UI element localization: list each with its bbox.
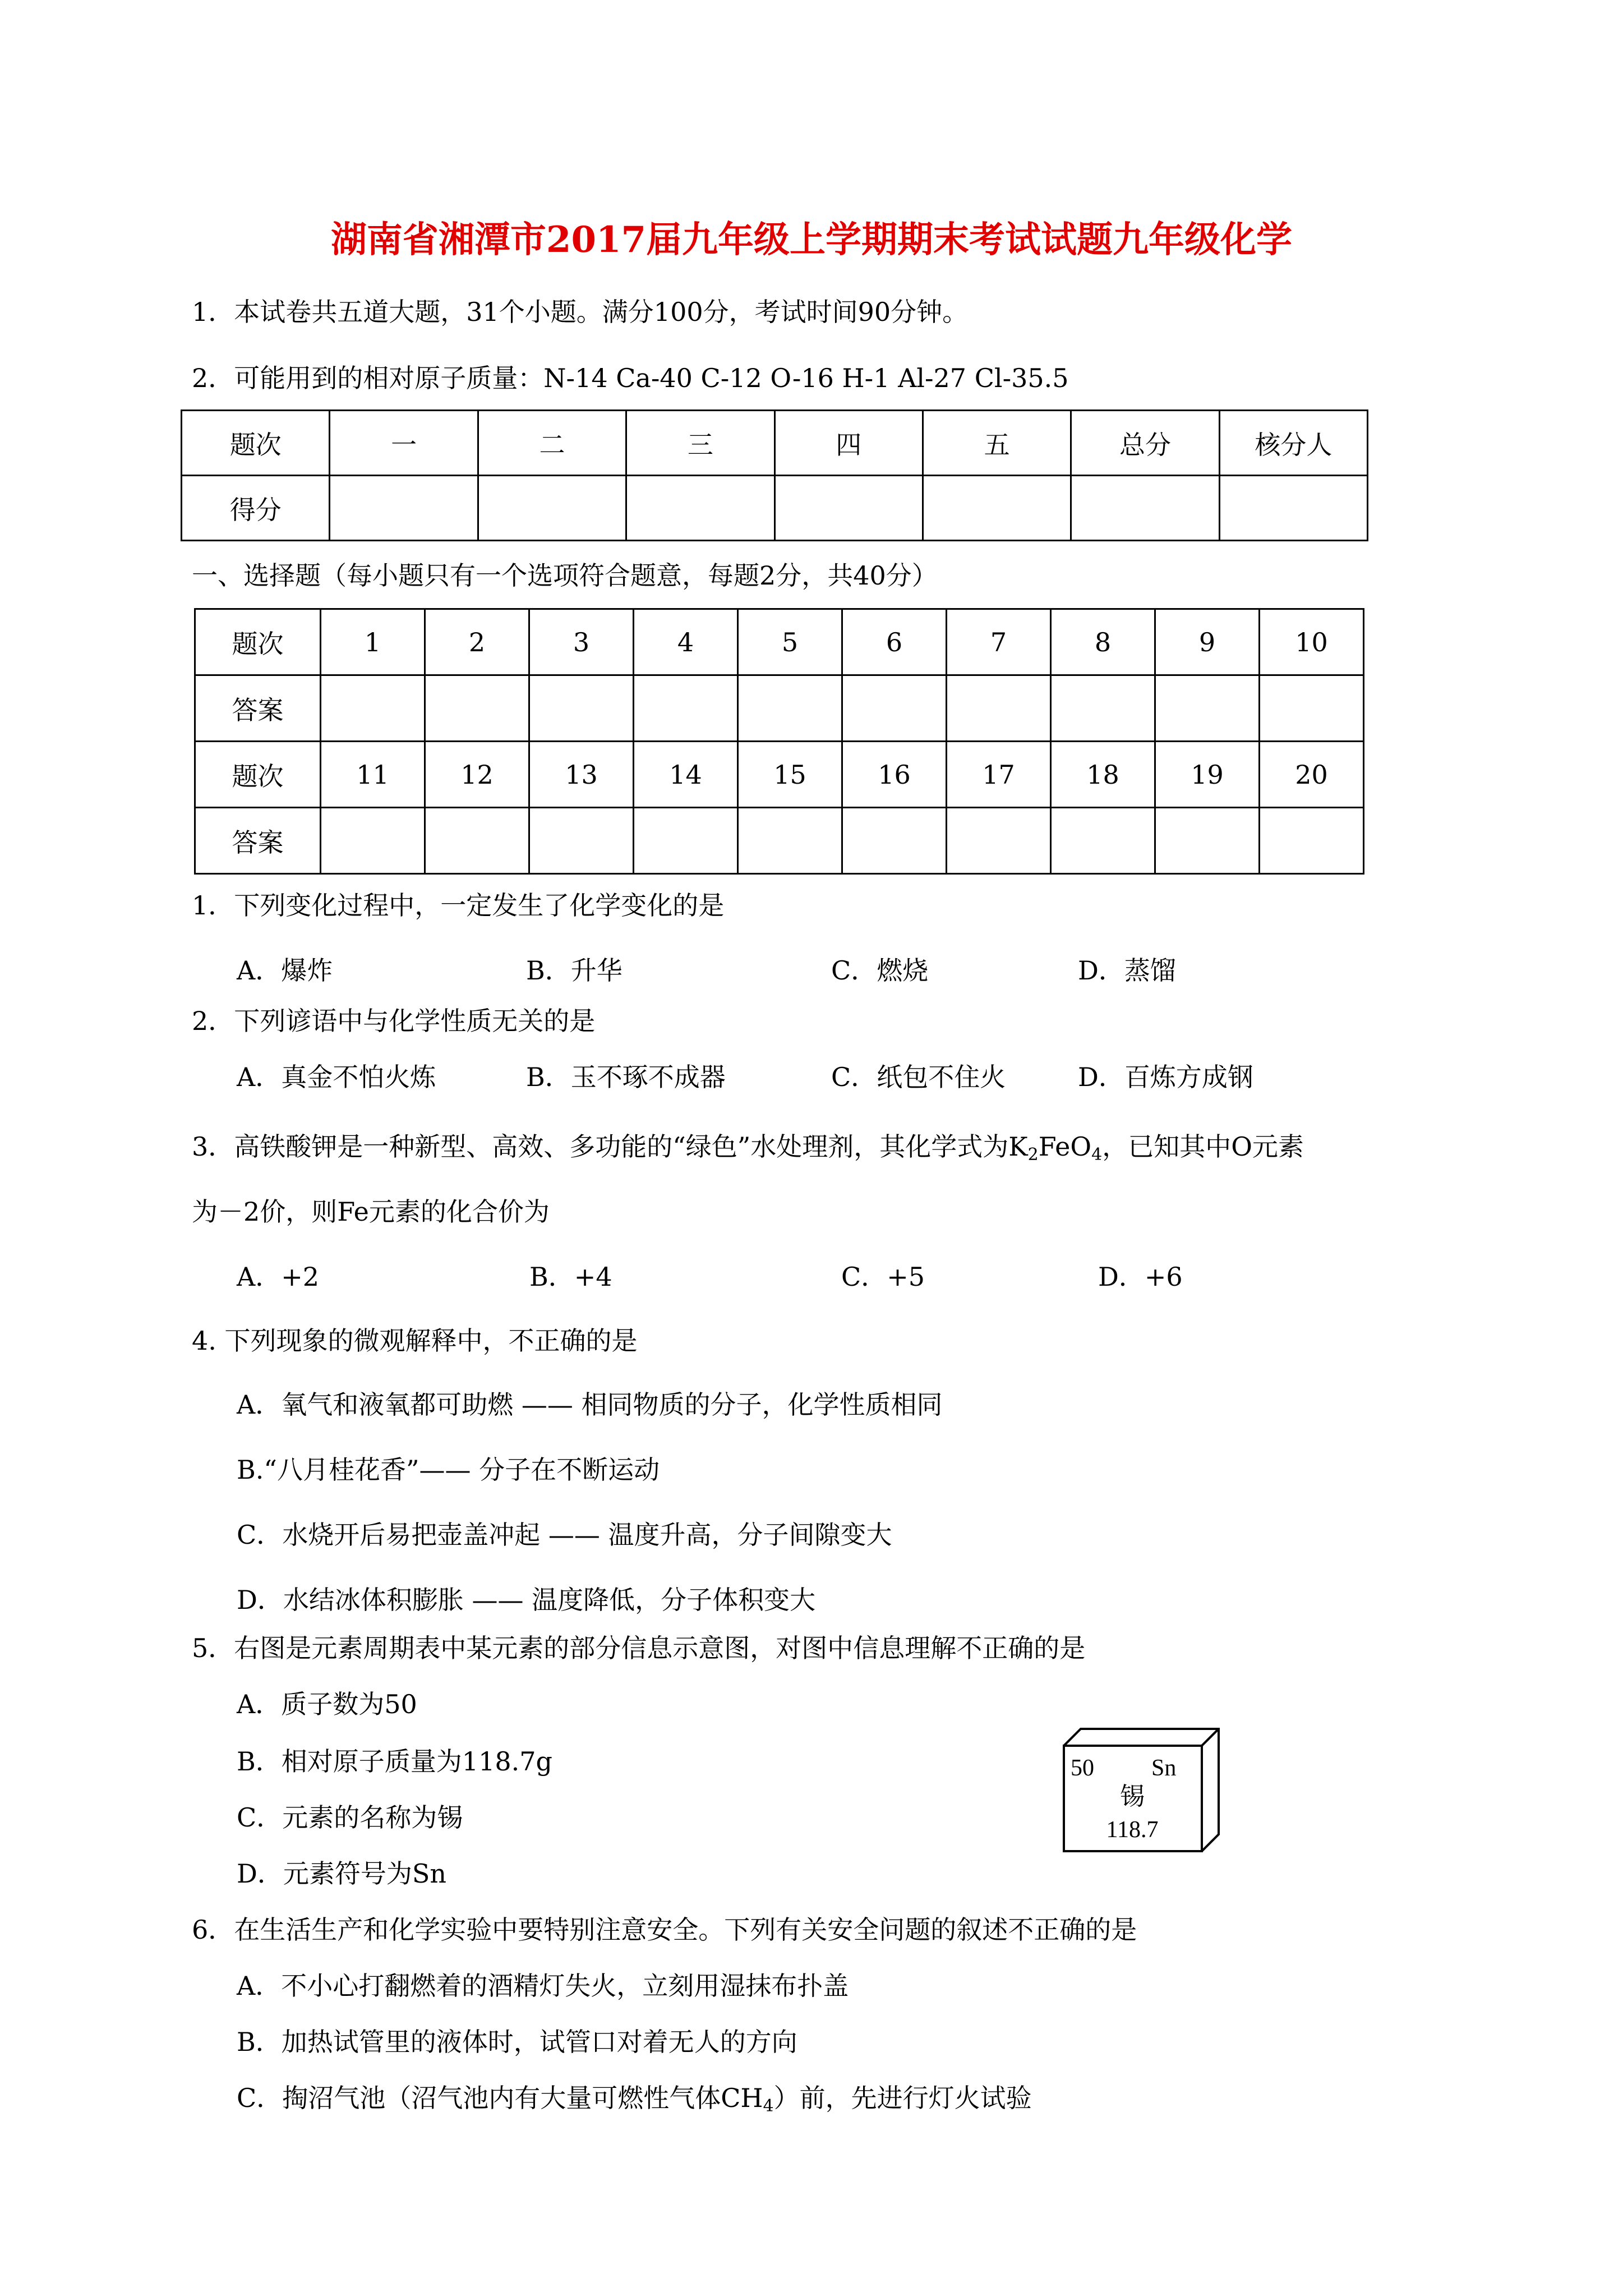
- score-header-cell: 总分: [1071, 411, 1219, 476]
- question-number-cell: 2: [425, 609, 529, 675]
- question-number-cell: 18: [1051, 742, 1155, 808]
- question-3-option-a[interactable]: A．+2: [237, 1262, 320, 1292]
- question-number-cell: 13: [529, 742, 634, 808]
- question-number-cell: 6: [842, 609, 947, 675]
- note-2: 2．可能用到的相对原子质量：N-14 Ca-40 C-12 O-16 H-1 Al-27 Cl-35.5: [192, 363, 1069, 393]
- element-atomic-number: 50: [1071, 1755, 1094, 1781]
- score-header-cell: 五: [923, 411, 1071, 476]
- question-2-option-d[interactable]: D．百炼方成钢: [1078, 1062, 1253, 1092]
- question-1-option-c[interactable]: C．燃烧: [831, 955, 929, 986]
- answer-blank-cell[interactable]: [634, 675, 738, 742]
- answer-blank-cell[interactable]: [321, 675, 425, 742]
- question-3-option-d[interactable]: D．+6: [1098, 1262, 1183, 1292]
- score-table: [181, 409, 1368, 541]
- question-1-option-a[interactable]: A．爆炸: [237, 955, 333, 986]
- question-6-option-c-part-2: ）前，先进行灯火试验: [773, 2083, 1032, 2113]
- score-header-cell: 题次: [182, 411, 330, 476]
- question-number-cell: 8: [1051, 609, 1155, 675]
- question-number-cell: 9: [1155, 609, 1260, 675]
- subscript-2: 2: [1027, 1145, 1039, 1165]
- subscript-4: 4: [763, 2096, 774, 2116]
- answer-blank-cell[interactable]: [529, 808, 634, 874]
- question-2-stem: 2．下列谚语中与化学性质无关的是: [192, 1006, 596, 1036]
- question-number-cell: 7: [947, 609, 1051, 675]
- score-blank-cell[interactable]: [330, 476, 478, 541]
- page-title: 湖南省湘潭市2017届九年级上学期期末考试试题九年级化学: [330, 219, 1293, 261]
- question-number-cell: 10: [1260, 609, 1364, 675]
- question-3-stem-part-2: FeO: [1038, 1131, 1092, 1162]
- answer-blank-cell[interactable]: [842, 808, 947, 874]
- answer-blank-cell[interactable]: [425, 808, 529, 874]
- periodic-table-element-card: [1063, 1728, 1220, 1852]
- answer-blank-cell[interactable]: [1260, 675, 1364, 742]
- element-symbol: Sn: [1151, 1755, 1177, 1781]
- question-5-option-a[interactable]: A．质子数为50: [237, 1689, 417, 1719]
- question-2-option-c[interactable]: C．纸包不住火: [831, 1062, 1006, 1092]
- question-3-stem-part-1: 3．高铁酸钾是一种新型、高效、多功能的“绿色”水处理剂，其化学式为K: [192, 1131, 1028, 1162]
- answer-blank-cell[interactable]: [947, 808, 1051, 874]
- section-1-heading: 一、选择题（每小题只有一个选项符合题意，每题2分，共40分）: [192, 560, 938, 591]
- answer-blank-cell[interactable]: [738, 808, 842, 874]
- question-4-option-a[interactable]: A．氧气和液氧都可助燃 —— 相同物质的分子，化学性质相同: [237, 1389, 943, 1420]
- answer-blank-cell[interactable]: [634, 808, 738, 874]
- question-3-option-c[interactable]: C．+5: [841, 1262, 925, 1292]
- answer-blank-cell[interactable]: [842, 675, 947, 742]
- question-5-stem: 5．右图是元素周期表中某元素的部分信息示意图，对图中信息理解不正确的是: [192, 1633, 1086, 1663]
- question-6-option-b[interactable]: B．加热试管里的液体时，试管口对着无人的方向: [237, 2027, 797, 2057]
- question-6-stem: 6．在生活生产和化学实验中要特别注意安全。下列有关安全问题的叙述不正确的是: [192, 1915, 1137, 1945]
- question-number-cell: 12: [425, 742, 529, 808]
- question-4-option-c[interactable]: C．水烧开后易把壶盖冲起 —— 温度升高，分子间隙变大: [237, 1520, 892, 1550]
- question-number-cell: 3: [529, 609, 634, 675]
- question-number-cell: 15: [738, 742, 842, 808]
- question-2-option-b[interactable]: B．玉不琢不成器: [526, 1062, 726, 1092]
- question-5-option-d[interactable]: D．元素符号为Sn: [237, 1858, 447, 1889]
- score-blank-cell[interactable]: [774, 476, 923, 541]
- question-number-cell: 20: [1260, 742, 1364, 808]
- element-atomic-mass: 118.7: [1106, 1817, 1159, 1843]
- question-number-cell: 1: [321, 609, 425, 675]
- question-number-cell: 4: [634, 609, 738, 675]
- question-number-cell: 16: [842, 742, 947, 808]
- answer-blank-cell[interactable]: [1051, 808, 1155, 874]
- score-header-cell: 一: [330, 411, 478, 476]
- question-number-cell: 14: [634, 742, 738, 808]
- answer-blank-cell[interactable]: [947, 675, 1051, 742]
- question-number-cell: 11: [321, 742, 425, 808]
- question-4-option-b[interactable]: B.“八月桂花香”—— 分子在不断运动: [237, 1455, 660, 1485]
- question-2-option-a[interactable]: A．真金不怕火炼: [237, 1062, 436, 1092]
- answer-blank-cell[interactable]: [1155, 808, 1260, 874]
- question-3-stem: [192, 1131, 1304, 1165]
- answer-blank-cell[interactable]: [1155, 675, 1260, 742]
- score-header-cell: 核分人: [1219, 411, 1367, 476]
- score-blank-cell[interactable]: [626, 476, 774, 541]
- score-blank-cell[interactable]: [478, 476, 626, 541]
- question-5-option-c[interactable]: C．元素的名称为锡: [237, 1802, 463, 1833]
- question-6-option-c-part-1: C．掏沼气池（沼气池内有大量可燃性气体CH: [237, 2083, 763, 2113]
- question-number-cell: 5: [738, 609, 842, 675]
- question-6-option-a[interactable]: A．不小心打翻燃着的酒精灯失火，立刻用湿抹布扑盖: [237, 1971, 849, 2001]
- answer-row-label: 题次: [195, 742, 321, 808]
- score-blank-cell[interactable]: [1219, 476, 1367, 541]
- answer-row-label: 题次: [195, 609, 321, 675]
- subscript-4: 4: [1091, 1145, 1103, 1165]
- question-3-stem-line-2: 为－2价，则Fe元素的化合价为: [192, 1197, 550, 1227]
- answer-blank-cell[interactable]: [1051, 675, 1155, 742]
- note-1: 1．本试卷共五道大题，31个小题。满分100分，考试时间90分钟。: [192, 297, 969, 327]
- score-blank-cell[interactable]: [1071, 476, 1219, 541]
- question-number-cell: 17: [947, 742, 1051, 808]
- answer-table: [194, 608, 1364, 875]
- question-4-stem: 4. 下列现象的微观解释中，不正确的是: [192, 1326, 638, 1356]
- question-6-option-c[interactable]: [237, 2082, 1032, 2114]
- score-header-cell: 二: [478, 411, 626, 476]
- answer-row-label: 答案: [195, 808, 321, 874]
- question-1-option-b[interactable]: B．升华: [526, 955, 623, 986]
- answer-blank-cell[interactable]: [425, 675, 529, 742]
- question-number-cell: 19: [1155, 742, 1260, 808]
- score-header-cell: 三: [626, 411, 774, 476]
- answer-blank-cell[interactable]: [1260, 808, 1364, 874]
- score-row-label: 得分: [182, 476, 330, 541]
- question-3-stem-part-3: ，已知其中O元素: [1102, 1131, 1304, 1162]
- question-1-stem: 1．下列变化过程中，一定发生了化学变化的是: [192, 890, 725, 921]
- answer-row-label: 答案: [195, 675, 321, 742]
- element-name: 锡: [1120, 1782, 1145, 1811]
- question-5-option-b[interactable]: B．相对原子质量为118.7g: [237, 1746, 552, 1777]
- score-blank-cell[interactable]: [923, 476, 1071, 541]
- answer-blank-cell[interactable]: [738, 675, 842, 742]
- question-3-option-b[interactable]: B．+4: [529, 1262, 612, 1292]
- score-header-cell: 四: [774, 411, 923, 476]
- question-4-option-d[interactable]: D．水结冰体积膨胀 —— 温度降低，分子体积变大: [237, 1585, 816, 1615]
- answer-blank-cell[interactable]: [321, 808, 425, 874]
- answer-blank-cell[interactable]: [529, 675, 634, 742]
- question-1-option-d[interactable]: D．蒸馏: [1078, 955, 1176, 986]
